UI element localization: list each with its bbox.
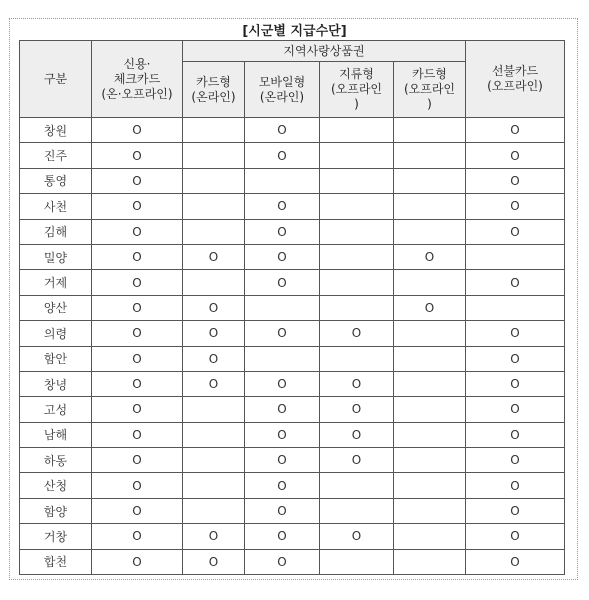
availability-cell xyxy=(183,168,245,193)
availability-cell xyxy=(92,219,183,244)
availability-cell xyxy=(466,473,565,498)
availability-cell xyxy=(394,244,466,269)
availability-cell xyxy=(320,397,394,422)
header-local-paper-offline xyxy=(320,62,394,118)
available-mark: O xyxy=(277,224,287,239)
region-name-cell: 진주 xyxy=(20,143,92,168)
availability-cell xyxy=(466,397,565,422)
availability-cell xyxy=(92,422,183,447)
header-region xyxy=(20,41,92,118)
region-name-cell: 사천 xyxy=(20,194,92,219)
available-mark: O xyxy=(510,554,520,569)
availability-cell xyxy=(466,422,565,447)
header-local-card-online xyxy=(183,62,245,118)
availability-cell xyxy=(183,473,245,498)
availability-cell xyxy=(466,194,565,219)
table-row xyxy=(20,371,565,396)
header-credit-check-card xyxy=(92,41,183,118)
availability-cell xyxy=(183,448,245,473)
available-mark: O xyxy=(510,173,520,188)
availability-cell xyxy=(394,143,466,168)
header-credit-label: 신용· 체크카드 (온·오프라인) xyxy=(101,56,173,101)
availability-cell xyxy=(92,524,183,549)
availability-cell xyxy=(320,473,394,498)
availability-cell xyxy=(320,194,394,219)
table-row xyxy=(20,270,565,295)
header-region-label: 구분 xyxy=(43,71,68,86)
availability-cell xyxy=(92,448,183,473)
availability-cell xyxy=(466,371,565,396)
region-name-cell: 함안 xyxy=(20,346,92,371)
available-mark: O xyxy=(208,554,219,569)
header-prepaid-label: 선불카드 (오프라인) xyxy=(487,64,543,93)
availability-cell xyxy=(394,397,466,422)
availability-cell xyxy=(394,549,466,574)
available-mark: O xyxy=(277,199,287,214)
available-mark: O xyxy=(351,377,362,392)
availability-cell xyxy=(183,346,245,371)
availability-cell xyxy=(245,448,320,473)
available-mark: O xyxy=(277,427,287,442)
available-mark: O xyxy=(351,402,362,417)
availability-cell xyxy=(466,448,565,473)
available-mark: O xyxy=(208,326,219,341)
availability-cell xyxy=(466,219,565,244)
availability-cell xyxy=(183,194,245,219)
availability-cell xyxy=(245,321,320,346)
availability-cell xyxy=(245,194,320,219)
availability-cell xyxy=(245,244,320,269)
table-row xyxy=(20,194,565,219)
available-mark: O xyxy=(132,275,142,290)
available-mark: O xyxy=(510,199,520,214)
header-local-mobile-online-label: 모바일형 (온라인) xyxy=(258,74,306,104)
available-mark: O xyxy=(132,326,142,341)
availability-cell xyxy=(245,143,320,168)
available-mark: O xyxy=(424,250,435,265)
available-mark: O xyxy=(277,148,287,163)
table-row xyxy=(20,498,565,523)
region-name-cell: 거제 xyxy=(20,270,92,295)
available-mark: O xyxy=(424,300,435,315)
availability-cell xyxy=(320,321,394,346)
header-local-mobile-online xyxy=(245,62,320,118)
available-mark: O xyxy=(132,529,142,544)
availability-cell xyxy=(320,143,394,168)
header-local-card-offline-label: 카드형 (오프라인 ) xyxy=(403,67,456,111)
available-mark: O xyxy=(132,300,142,315)
availability-cell xyxy=(183,244,245,269)
availability-cell xyxy=(394,168,466,193)
available-mark: O xyxy=(132,453,142,468)
table-row xyxy=(20,524,565,549)
availability-cell xyxy=(320,371,394,396)
availability-cell xyxy=(245,270,320,295)
available-mark: O xyxy=(351,453,362,468)
available-mark: O xyxy=(277,478,287,493)
payment-method-table xyxy=(19,40,565,575)
table-row xyxy=(20,549,565,574)
table-row xyxy=(20,295,565,320)
availability-cell xyxy=(320,448,394,473)
availability-cell xyxy=(394,321,466,346)
table-row xyxy=(20,321,565,346)
available-mark: O xyxy=(277,250,287,265)
table-row xyxy=(20,422,565,447)
availability-cell xyxy=(394,270,466,295)
availability-cell xyxy=(183,295,245,320)
availability-cell xyxy=(183,270,245,295)
availability-cell xyxy=(466,346,565,371)
availability-cell xyxy=(320,498,394,523)
availability-cell xyxy=(92,244,183,269)
availability-cell xyxy=(320,118,394,143)
available-mark: O xyxy=(277,504,287,519)
availability-cell xyxy=(245,118,320,143)
availability-cell xyxy=(394,524,466,549)
table-row xyxy=(20,244,565,269)
table-row xyxy=(20,143,565,168)
availability-cell xyxy=(394,118,466,143)
region-name-cell: 김해 xyxy=(20,219,92,244)
available-mark: O xyxy=(277,453,287,468)
available-mark: O xyxy=(132,504,142,519)
available-mark: O xyxy=(277,377,287,392)
header-prepaid-card xyxy=(466,41,565,118)
availability-cell xyxy=(92,194,183,219)
availability-cell xyxy=(320,524,394,549)
availability-cell xyxy=(92,118,183,143)
available-mark: O xyxy=(132,224,142,239)
availability-cell xyxy=(466,143,565,168)
available-mark: O xyxy=(208,300,219,315)
availability-cell xyxy=(394,473,466,498)
availability-cell xyxy=(245,295,320,320)
region-name-cell: 하동 xyxy=(20,448,92,473)
header-local-group-label: 지역사랑상품권 xyxy=(283,43,365,58)
region-name-cell: 양산 xyxy=(20,295,92,320)
available-mark: O xyxy=(510,148,520,163)
available-mark: O xyxy=(132,554,142,569)
availability-cell xyxy=(394,219,466,244)
availability-cell xyxy=(320,270,394,295)
availability-cell xyxy=(183,422,245,447)
available-mark: O xyxy=(132,427,142,442)
availability-cell xyxy=(92,295,183,320)
available-mark: O xyxy=(132,148,142,163)
availability-cell xyxy=(92,168,183,193)
availability-cell xyxy=(394,498,466,523)
availability-cell xyxy=(320,346,394,371)
available-mark: O xyxy=(277,554,287,569)
available-mark: O xyxy=(208,377,219,392)
header-local-card-offline xyxy=(394,62,466,118)
availability-cell xyxy=(245,498,320,523)
region-name-cell: 남해 xyxy=(20,422,92,447)
table-body xyxy=(20,118,565,575)
availability-cell xyxy=(183,371,245,396)
availability-cell xyxy=(245,219,320,244)
region-name-cell: 함양 xyxy=(20,498,92,523)
availability-cell xyxy=(183,397,245,422)
availability-cell xyxy=(183,321,245,346)
availability-cell xyxy=(245,524,320,549)
availability-cell xyxy=(92,346,183,371)
table-row xyxy=(20,118,565,143)
available-mark: O xyxy=(351,529,362,544)
availability-cell xyxy=(92,143,183,168)
table-row xyxy=(20,473,565,498)
region-name-cell: 창녕 xyxy=(20,371,92,396)
available-mark: O xyxy=(277,529,287,544)
region-name-cell: 산청 xyxy=(20,473,92,498)
availability-cell xyxy=(320,244,394,269)
header-local-voucher-group xyxy=(183,41,466,62)
header-local-paper-offline-label: 지류형 (오프라인 ) xyxy=(330,67,383,111)
availability-cell xyxy=(92,371,183,396)
available-mark: O xyxy=(132,402,142,417)
available-mark: O xyxy=(510,351,520,366)
table-row xyxy=(20,346,565,371)
availability-cell xyxy=(466,549,565,574)
availability-cell xyxy=(92,321,183,346)
availability-cell xyxy=(92,473,183,498)
availability-cell xyxy=(394,295,466,320)
availability-cell xyxy=(245,397,320,422)
availability-cell xyxy=(92,498,183,523)
table-row xyxy=(20,448,565,473)
available-mark: O xyxy=(351,326,362,341)
region-name-cell: 거창 xyxy=(20,524,92,549)
availability-cell xyxy=(394,194,466,219)
region-name-cell: 창원 xyxy=(20,118,92,143)
availability-cell xyxy=(245,168,320,193)
available-mark: O xyxy=(277,402,287,417)
table-row xyxy=(20,219,565,244)
region-name-cell: 고성 xyxy=(20,397,92,422)
availability-cell xyxy=(183,143,245,168)
available-mark: O xyxy=(132,478,142,493)
region-name-cell: 밀양 xyxy=(20,244,92,269)
region-name-cell: 의령 xyxy=(20,321,92,346)
availability-cell xyxy=(245,549,320,574)
availability-cell xyxy=(394,346,466,371)
header-local-card-online-label: 카드형 (온라인) xyxy=(191,74,236,104)
available-mark: O xyxy=(208,351,219,366)
availability-cell xyxy=(92,549,183,574)
available-mark: O xyxy=(510,478,520,493)
available-mark: O xyxy=(132,173,142,188)
available-mark: O xyxy=(277,275,287,290)
available-mark: O xyxy=(510,377,520,392)
available-mark: O xyxy=(351,427,362,442)
availability-cell xyxy=(466,168,565,193)
region-name-cell: 합천 xyxy=(20,549,92,574)
availability-cell xyxy=(183,524,245,549)
available-mark: O xyxy=(132,351,142,366)
availability-cell xyxy=(320,549,394,574)
available-mark: O xyxy=(510,427,520,442)
available-mark: O xyxy=(132,377,142,392)
availability-cell xyxy=(245,371,320,396)
availability-cell xyxy=(394,371,466,396)
available-mark: O xyxy=(510,123,520,138)
region-name-cell: 통영 xyxy=(20,168,92,193)
available-mark: O xyxy=(510,326,520,341)
available-mark: O xyxy=(510,504,520,519)
availability-cell xyxy=(394,422,466,447)
availability-cell xyxy=(466,270,565,295)
table-row xyxy=(20,168,565,193)
available-mark: O xyxy=(132,123,142,138)
available-mark: O xyxy=(510,275,520,290)
availability-cell xyxy=(466,498,565,523)
availability-cell xyxy=(320,219,394,244)
availability-cell xyxy=(183,549,245,574)
available-mark: O xyxy=(510,453,520,468)
available-mark: O xyxy=(510,402,520,417)
availability-cell xyxy=(92,270,183,295)
available-mark: O xyxy=(277,123,287,138)
available-mark: O xyxy=(510,224,520,239)
availability-cell xyxy=(466,244,565,269)
available-mark: O xyxy=(510,529,520,544)
availability-cell xyxy=(320,422,394,447)
availability-cell xyxy=(183,219,245,244)
table-title: [시군별 지급수단] xyxy=(242,24,347,39)
available-mark: O xyxy=(132,250,142,265)
availability-cell xyxy=(245,422,320,447)
available-mark: O xyxy=(132,199,142,214)
table-row xyxy=(20,397,565,422)
available-mark: O xyxy=(208,250,219,265)
availability-cell xyxy=(245,473,320,498)
availability-cell xyxy=(245,346,320,371)
availability-cell xyxy=(466,321,565,346)
availability-cell xyxy=(92,397,183,422)
availability-cell xyxy=(394,448,466,473)
availability-cell xyxy=(466,118,565,143)
availability-cell xyxy=(183,118,245,143)
availability-cell xyxy=(320,295,394,320)
availability-cell xyxy=(183,498,245,523)
available-mark: O xyxy=(208,529,219,544)
availability-cell xyxy=(466,524,565,549)
availability-cell xyxy=(320,168,394,193)
available-mark: O xyxy=(277,326,287,341)
availability-cell xyxy=(466,295,565,320)
